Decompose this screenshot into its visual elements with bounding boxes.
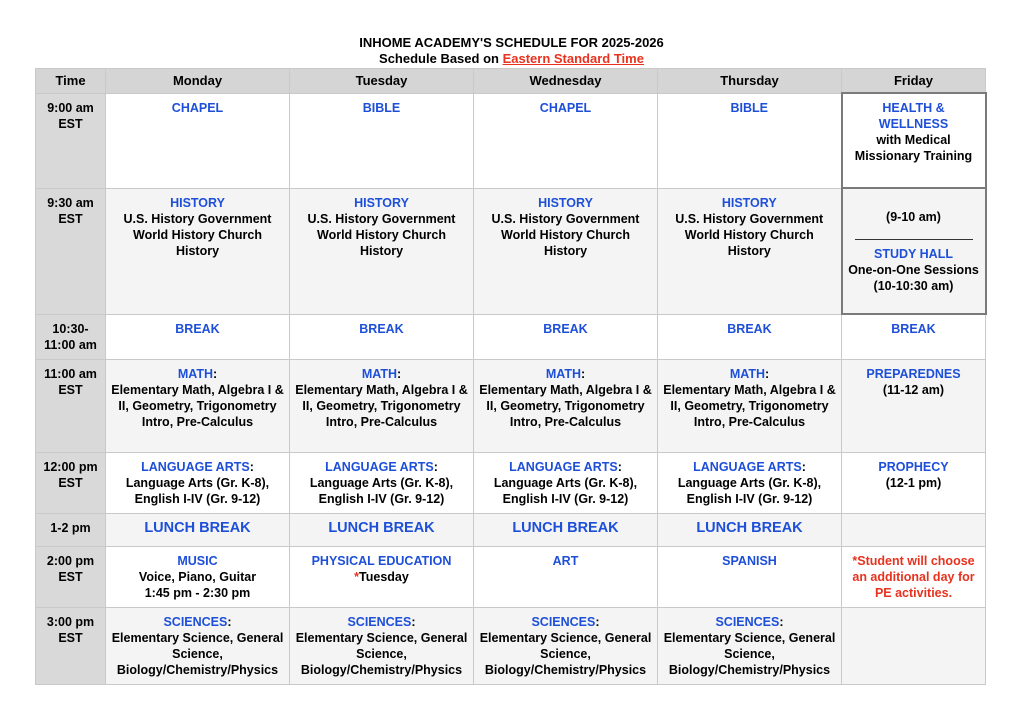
asterisk-mark: * — [354, 570, 360, 584]
schedule-header — [0, 35, 1023, 67]
subject-label: LANGUAGE ARTS — [693, 460, 802, 474]
subject-detail: U.S. History Government World History Church History — [123, 211, 272, 258]
subject-label: CHAPEL — [539, 100, 592, 115]
cell-friday-break — [842, 314, 986, 360]
subject-label: PROPHECY — [878, 460, 949, 474]
subject-label: HISTORY — [538, 195, 593, 210]
label-colon: : — [595, 615, 600, 629]
cell-wednesday-art — [474, 547, 658, 608]
cell-wednesday-sciences — [474, 608, 658, 685]
cell-friday-empty — [842, 608, 986, 685]
time-cell: 9:30 am EST — [36, 188, 106, 314]
cell-tuesday-math — [290, 360, 474, 453]
schedule-table — [35, 68, 987, 685]
cell-friday-pe-note — [842, 547, 986, 608]
subject-time: (11-12 am) — [882, 383, 945, 397]
subject-detail: Elementary Science, General Science, Biology/Chemistry/Physics — [295, 631, 468, 677]
cell-divider — [855, 239, 973, 240]
subject-label: LUNCH BREAK — [328, 520, 435, 536]
subject-label: LANGUAGE ARTS — [325, 460, 434, 474]
cell-wednesday-language-arts — [474, 453, 658, 514]
cell-monday-math — [106, 360, 290, 453]
subject-label: MATH — [361, 367, 397, 381]
time-cell: 11:00 am EST — [36, 360, 106, 453]
label-colon: : — [411, 615, 416, 629]
cell-thursday-language-arts — [658, 453, 842, 514]
timezone-highlight: Eastern Standard Time — [502, 51, 644, 66]
cell-thursday-lunch — [658, 514, 842, 547]
column-header-friday: Friday — [842, 69, 986, 94]
subject-label: SCIENCES — [715, 615, 780, 629]
subject-label: LANGUAGE ARTS — [509, 460, 618, 474]
cell-thursday-history — [658, 188, 842, 314]
study-hall-time: (10-10:30 am) — [873, 279, 954, 293]
cell-thursday-math — [658, 360, 842, 453]
row-900 — [36, 93, 986, 188]
subject-label: PHYSICAL EDUCATION — [311, 554, 452, 568]
cell-tuesday-break — [290, 314, 474, 360]
subject-label: LANGUAGE ARTS — [141, 460, 250, 474]
pe-note: *Student will choose an additional day for PE activities. — [852, 554, 975, 600]
subject-label: BREAK — [727, 321, 772, 336]
subject-detail: Language Arts (Gr. K-8), English I-IV (Gr. 9-12) — [677, 476, 822, 506]
subject-label: BREAK — [543, 321, 588, 336]
label-colon: : — [581, 367, 586, 381]
time-cell: 12:00 pm EST — [36, 453, 106, 514]
subject-label: BREAK — [359, 321, 404, 336]
cell-thursday-bible — [658, 93, 842, 188]
subject-label: CHAPEL — [171, 100, 224, 115]
cell-friday-health — [842, 93, 986, 188]
subject-detail: Elementary Math, Algebra I & II, Geometry, Trigonometry Intro, Pre-Calculus — [663, 383, 836, 429]
time-cell: 2:00 pm EST — [36, 547, 106, 608]
row-200 — [36, 547, 986, 608]
subject-detail: with Medical Missionary Training — [854, 133, 973, 163]
cell-monday-chapel — [106, 93, 290, 188]
subject-detail: Elementary Science, General Science, Biology/Chemistry/Physics — [111, 631, 284, 677]
subject-detail: Tuesday — [359, 570, 409, 584]
subtitle-prefix: Schedule Based on — [379, 51, 503, 66]
column-header-monday: Monday — [106, 69, 290, 94]
subject-label: BREAK — [891, 322, 936, 336]
subject-detail: Language Arts (Gr. K-8), English I-IV (Gr. 9-12) — [309, 476, 454, 506]
subject-label: MUSIC — [177, 554, 218, 568]
subject-detail: Language Arts (Gr. K-8), English I-IV (Gr. 9-12) — [125, 476, 270, 506]
subject-label: LUNCH BREAK — [512, 520, 619, 536]
row-lunch — [36, 514, 986, 547]
cell-tuesday-pe — [290, 547, 474, 608]
time-cell: 1-2 pm — [36, 514, 106, 547]
subject-label: HEALTH & WELLNESS — [878, 101, 949, 131]
subject-label: SCIENCES — [163, 615, 228, 629]
subject-label: SPANISH — [722, 554, 777, 568]
row-930 — [36, 188, 986, 314]
cell-tuesday-lunch — [290, 514, 474, 547]
label-colon: : — [433, 460, 438, 474]
time-cell: 9:00 am EST — [36, 93, 106, 188]
cell-thursday-sciences — [658, 608, 842, 685]
subject-label: LUNCH BREAK — [696, 520, 803, 536]
cell-friday-prophecy — [842, 453, 986, 514]
subject-label: PREPAREDNES — [866, 367, 961, 381]
cell-friday-empty — [842, 514, 986, 547]
label-colon: : — [765, 367, 770, 381]
column-header-thursday: Thursday — [658, 69, 842, 94]
health-time: (9-10 am) — [886, 210, 941, 224]
subject-detail: U.S. History Government World History Church History — [675, 211, 824, 258]
subject-label: HISTORY — [721, 195, 777, 210]
cell-wednesday-chapel — [474, 93, 658, 188]
cell-wednesday-lunch — [474, 514, 658, 547]
cell-wednesday-break — [474, 314, 658, 360]
subject-label: HISTORY — [354, 195, 409, 210]
subject-detail: Elementary Math, Algebra I & II, Geometry, Trigonometry Intro, Pre-Calculus — [111, 383, 284, 429]
row-1100 — [36, 360, 986, 453]
subject-label: SCIENCES — [347, 615, 412, 629]
cell-friday-study-hall — [842, 188, 986, 314]
label-colon: : — [779, 615, 784, 629]
label-colon: : — [617, 460, 622, 474]
page-title: INHOME ACADEMY'S SCHEDULE FOR 2025-2026 — [359, 35, 664, 50]
subject-label: BIBLE — [730, 100, 768, 115]
row-300 — [36, 608, 986, 685]
subject-detail: Elementary Math, Algebra I & II, Geometry, Trigonometry Intro, Pre-Calculus — [295, 383, 468, 429]
column-header-tuesday: Tuesday — [290, 69, 474, 94]
cell-tuesday-sciences — [290, 608, 474, 685]
header-row — [36, 69, 986, 94]
cell-monday-lunch — [106, 514, 290, 547]
cell-tuesday-bible — [290, 93, 474, 188]
cell-tuesday-language-arts — [290, 453, 474, 514]
label-colon: : — [227, 615, 232, 629]
subject-label: STUDY HALL — [874, 247, 953, 261]
cell-monday-history — [106, 188, 290, 314]
subject-detail: Voice, Piano, Guitar — [138, 570, 257, 584]
label-colon: : — [801, 460, 806, 474]
cell-monday-sciences — [106, 608, 290, 685]
subject-label: MATH — [729, 367, 765, 381]
subject-detail: Language Arts (Gr. K-8), English I-IV (Gr. 9-12) — [493, 476, 638, 506]
subject-label: ART — [552, 554, 579, 568]
subject-detail: Elementary Math, Algebra I & II, Geometry, Trigonometry Intro, Pre-Calculus — [479, 383, 652, 429]
cell-tuesday-history — [290, 188, 474, 314]
cell-monday-break — [106, 314, 290, 360]
column-header-time: Time — [36, 69, 106, 94]
label-colon: : — [213, 367, 218, 381]
subject-label: BIBLE — [362, 100, 401, 115]
subject-label: SCIENCES — [531, 615, 596, 629]
time-cell: 3:00 pm EST — [36, 608, 106, 685]
cell-wednesday-math — [474, 360, 658, 453]
subject-detail: Elementary Science, General Science, Biology/Chemistry/Physics — [663, 631, 836, 677]
cell-thursday-break — [658, 314, 842, 360]
subject-time: 1:45 pm - 2:30 pm — [144, 586, 251, 600]
subject-label: LUNCH BREAK — [144, 520, 251, 536]
subject-detail: U.S. History Government World History Church History — [491, 211, 640, 258]
cell-monday-music — [106, 547, 290, 608]
subject-detail: U.S. History Government World History Church History — [307, 211, 456, 258]
label-colon: : — [249, 460, 254, 474]
page-subtitle — [0, 51, 1023, 67]
cell-thursday-spanish — [658, 547, 842, 608]
subject-label: HISTORY — [170, 195, 225, 210]
cell-monday-language-arts — [106, 453, 290, 514]
column-header-wednesday: Wednesday — [474, 69, 658, 94]
subject-label: MATH — [177, 367, 213, 381]
subject-time: (12-1 pm) — [885, 476, 942, 490]
subject-label: BREAK — [175, 321, 220, 336]
cell-wednesday-history — [474, 188, 658, 314]
cell-friday-preparedness — [842, 360, 986, 453]
label-colon: : — [397, 367, 402, 381]
subject-detail: Elementary Science, General Science, Biology/Chemistry/Physics — [479, 631, 652, 677]
time-cell: 10:30-11:00 am — [36, 314, 106, 360]
subject-label: MATH — [545, 367, 581, 381]
row-1200 — [36, 453, 986, 514]
subject-detail: One-on-One Sessions — [848, 263, 979, 277]
row-1030 — [36, 314, 986, 360]
